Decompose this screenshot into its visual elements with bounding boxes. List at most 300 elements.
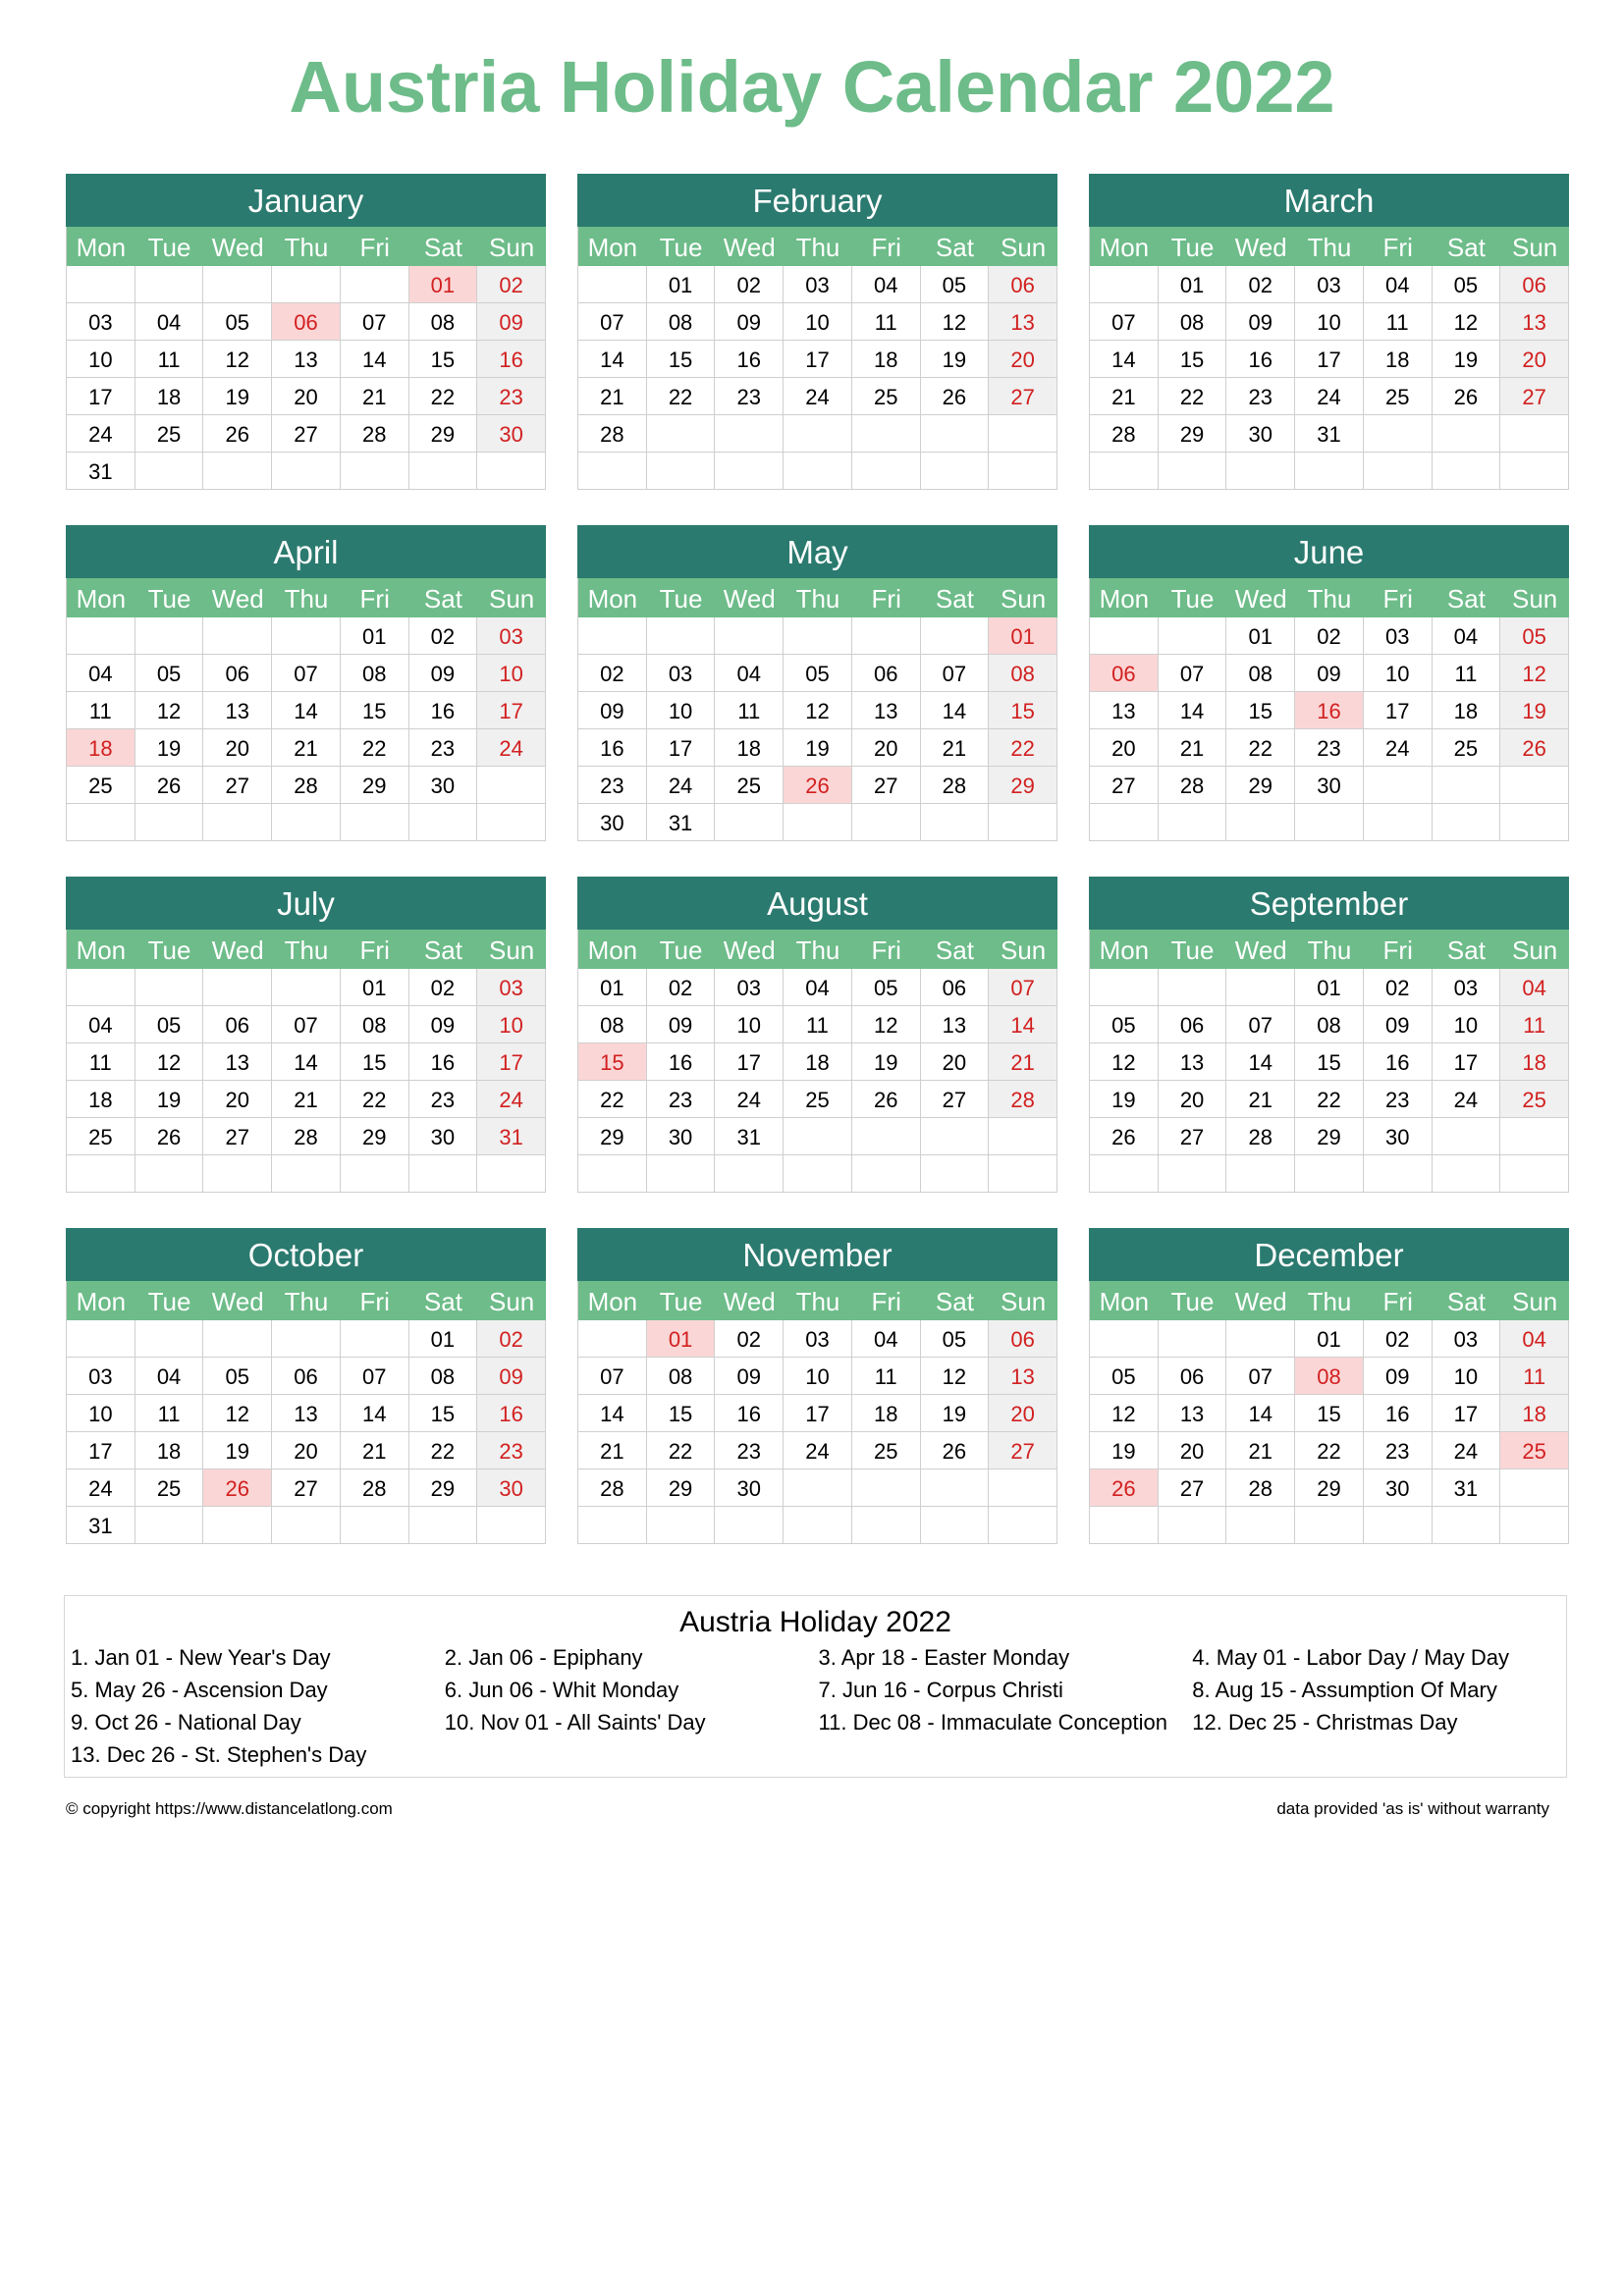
- weekday-header: Mon: [1090, 227, 1159, 266]
- day-cell: 08: [409, 1358, 478, 1395]
- day-cell: 31: [715, 1118, 784, 1155]
- day-cell: 21: [272, 1081, 341, 1118]
- day-cell: 09: [1364, 1358, 1433, 1395]
- day-cell: 28: [272, 1118, 341, 1155]
- holiday-day-cell: 08: [1295, 1358, 1364, 1395]
- day-cell: 05: [1090, 1358, 1159, 1395]
- day-cell: 16: [409, 1043, 478, 1081]
- weekday-header: Mon: [67, 930, 135, 969]
- day-cell: 19: [203, 378, 272, 415]
- day-cell: 10: [784, 1358, 852, 1395]
- weekday-header: Tue: [1159, 1281, 1227, 1320]
- weekday-header: Sat: [409, 227, 478, 266]
- empty-cell: [1159, 1155, 1227, 1193]
- day-cell: 14: [1226, 1395, 1295, 1432]
- day-cell: 26: [1500, 729, 1569, 767]
- weekday-header: Tue: [135, 578, 204, 617]
- weekday-header: Sun: [1500, 1281, 1569, 1320]
- day-cell: 26: [1433, 378, 1501, 415]
- day-cell: 06: [852, 655, 921, 692]
- day-cell: 07: [272, 1006, 341, 1043]
- day-cell: 16: [1364, 1395, 1433, 1432]
- day-cell: 19: [784, 729, 852, 767]
- day-cell: 17: [1295, 341, 1364, 378]
- day-cell: 07: [578, 1358, 647, 1395]
- empty-cell: [1090, 1155, 1159, 1193]
- day-cell: 16: [1226, 341, 1295, 378]
- legend-item: 6. Jun 06 - Whit Monday: [444, 1678, 679, 1702]
- month-grid: [577, 930, 1057, 1193]
- day-cell: 22: [1295, 1081, 1364, 1118]
- day-cell: 06: [989, 266, 1057, 303]
- empty-cell: [1500, 804, 1569, 841]
- day-cell: 21: [341, 1432, 409, 1469]
- weekday-header: Sun: [1500, 930, 1569, 969]
- weekday-header: Mon: [578, 930, 647, 969]
- month-grid: [1089, 227, 1569, 490]
- day-cell: 20: [1090, 729, 1159, 767]
- weekday-header: Fri: [1364, 930, 1433, 969]
- empty-cell: [715, 1155, 784, 1193]
- month-august: [577, 877, 1057, 1193]
- empty-cell: [135, 1320, 204, 1358]
- day-cell: 11: [1500, 1358, 1569, 1395]
- empty-cell: [477, 804, 546, 841]
- day-cell: 23: [409, 1081, 478, 1118]
- day-cell: 18: [852, 341, 921, 378]
- day-cell: 12: [1090, 1043, 1159, 1081]
- empty-cell: [272, 804, 341, 841]
- empty-cell: [1090, 266, 1159, 303]
- empty-cell: [852, 804, 921, 841]
- day-cell: 02: [477, 266, 546, 303]
- day-cell: 18: [1433, 692, 1501, 729]
- month-name: May: [577, 525, 1057, 578]
- day-cell: 11: [715, 692, 784, 729]
- empty-cell: [341, 804, 409, 841]
- day-cell: 19: [852, 1043, 921, 1081]
- day-cell: 02: [715, 266, 784, 303]
- day-cell: 08: [341, 655, 409, 692]
- day-cell: 28: [1226, 1118, 1295, 1155]
- day-cell: 02: [647, 969, 716, 1006]
- day-cell: 02: [1364, 1320, 1433, 1358]
- day-cell: 19: [135, 729, 204, 767]
- day-cell: 05: [203, 303, 272, 341]
- day-cell: 09: [1226, 303, 1295, 341]
- day-cell: 23: [1295, 729, 1364, 767]
- empty-cell: [1364, 767, 1433, 804]
- day-cell: 03: [67, 1358, 135, 1395]
- day-cell: 06: [921, 969, 990, 1006]
- weekday-header: Thu: [1295, 227, 1364, 266]
- weekday-header: Fri: [341, 578, 409, 617]
- empty-cell: [1090, 453, 1159, 490]
- empty-cell: [715, 804, 784, 841]
- day-cell: 01: [1295, 969, 1364, 1006]
- empty-cell: [1364, 415, 1433, 453]
- weekday-header: Mon: [67, 1281, 135, 1320]
- day-cell: 13: [203, 692, 272, 729]
- day-cell: 27: [1090, 767, 1159, 804]
- day-cell: 26: [203, 415, 272, 453]
- month-january: [66, 174, 546, 490]
- day-cell: 21: [1159, 729, 1227, 767]
- day-cell: 25: [135, 1469, 204, 1507]
- day-cell: 07: [921, 655, 990, 692]
- day-cell: 13: [1500, 303, 1569, 341]
- weekday-header: Thu: [784, 1281, 852, 1320]
- day-cell: 21: [921, 729, 990, 767]
- weekday-header: Tue: [647, 578, 716, 617]
- day-cell: 30: [715, 1469, 784, 1507]
- day-cell: 01: [1295, 1320, 1364, 1358]
- empty-cell: [578, 1155, 647, 1193]
- day-cell: 02: [477, 1320, 546, 1358]
- empty-cell: [784, 804, 852, 841]
- day-cell: 04: [852, 266, 921, 303]
- weekday-header: Tue: [647, 1281, 716, 1320]
- day-cell: 17: [1433, 1043, 1501, 1081]
- day-cell: 05: [921, 266, 990, 303]
- day-cell: 28: [341, 1469, 409, 1507]
- empty-cell: [852, 453, 921, 490]
- month-name: November: [577, 1228, 1057, 1281]
- day-cell: 01: [578, 969, 647, 1006]
- day-cell: 01: [1159, 266, 1227, 303]
- weekday-header: Fri: [852, 578, 921, 617]
- month-september: [1089, 877, 1569, 1193]
- weekday-header: Fri: [341, 227, 409, 266]
- empty-cell: [1295, 1155, 1364, 1193]
- weekday-header: Sun: [1500, 578, 1569, 617]
- day-cell: 15: [341, 1043, 409, 1081]
- day-cell: 13: [272, 1395, 341, 1432]
- day-cell: 07: [989, 969, 1057, 1006]
- day-cell: 05: [135, 655, 204, 692]
- empty-cell: [1090, 969, 1159, 1006]
- empty-cell: [1295, 804, 1364, 841]
- weekday-header: Sun: [989, 578, 1057, 617]
- legend-item: 13. Dec 26 - St. Stephen's Day: [71, 1742, 367, 1767]
- copyright-text: © copyright https://www.distancelatlong.com: [66, 1799, 393, 1818]
- empty-cell: [272, 617, 341, 655]
- day-cell: 07: [1226, 1006, 1295, 1043]
- day-cell: 30: [409, 767, 478, 804]
- day-cell: 28: [1159, 767, 1227, 804]
- day-cell: 05: [1433, 266, 1501, 303]
- day-cell: 29: [1226, 767, 1295, 804]
- month-name: July: [66, 877, 546, 930]
- empty-cell: [852, 1155, 921, 1193]
- day-cell: 05: [1500, 617, 1569, 655]
- day-cell: 23: [1364, 1081, 1433, 1118]
- day-cell: 16: [477, 1395, 546, 1432]
- weekday-header: Sat: [921, 578, 990, 617]
- empty-cell: [272, 453, 341, 490]
- day-cell: 03: [67, 303, 135, 341]
- day-cell: 07: [341, 303, 409, 341]
- day-cell: 03: [1433, 1320, 1501, 1358]
- empty-cell: [1500, 415, 1569, 453]
- month-grid: [577, 1281, 1057, 1544]
- day-cell: 08: [647, 303, 716, 341]
- empty-cell: [921, 1155, 990, 1193]
- weekday-header: Sat: [1433, 578, 1501, 617]
- weekday-header: Fri: [852, 1281, 921, 1320]
- day-cell: 05: [135, 1006, 204, 1043]
- day-cell: 31: [1433, 1469, 1501, 1507]
- weekday-header: Sun: [989, 227, 1057, 266]
- day-cell: 01: [341, 617, 409, 655]
- day-cell: 07: [1226, 1358, 1295, 1395]
- day-cell: 19: [1090, 1432, 1159, 1469]
- day-cell: 05: [784, 655, 852, 692]
- day-cell: 22: [578, 1081, 647, 1118]
- empty-cell: [784, 453, 852, 490]
- day-cell: 16: [1364, 1043, 1433, 1081]
- day-cell: 07: [272, 655, 341, 692]
- day-cell: 18: [1500, 1043, 1569, 1081]
- day-cell: 29: [341, 1118, 409, 1155]
- month-grid: [1089, 1281, 1569, 1544]
- day-cell: 10: [477, 1006, 546, 1043]
- empty-cell: [784, 1155, 852, 1193]
- day-cell: 27: [203, 767, 272, 804]
- weekday-header: Fri: [852, 227, 921, 266]
- day-cell: 06: [989, 1320, 1057, 1358]
- weekday-header: Sun: [477, 578, 546, 617]
- empty-cell: [1364, 453, 1433, 490]
- empty-cell: [341, 1507, 409, 1544]
- day-cell: 17: [67, 378, 135, 415]
- weekday-header: Sat: [1433, 930, 1501, 969]
- day-cell: 01: [1226, 617, 1295, 655]
- weekday-header: Fri: [852, 930, 921, 969]
- weekday-header: Mon: [578, 1281, 647, 1320]
- day-cell: 26: [135, 1118, 204, 1155]
- empty-cell: [341, 266, 409, 303]
- empty-cell: [203, 1320, 272, 1358]
- day-cell: 21: [578, 1432, 647, 1469]
- day-cell: 24: [1433, 1432, 1501, 1469]
- day-cell: 07: [341, 1358, 409, 1395]
- empty-cell: [647, 617, 716, 655]
- legend-title: Austria Holiday 2022: [679, 1606, 951, 1638]
- holiday-day-cell: 01: [647, 1320, 716, 1358]
- day-cell: 19: [1500, 692, 1569, 729]
- empty-cell: [1159, 1320, 1227, 1358]
- day-cell: 23: [477, 1432, 546, 1469]
- empty-cell: [409, 804, 478, 841]
- empty-cell: [715, 453, 784, 490]
- day-cell: 25: [1433, 729, 1501, 767]
- day-cell: 30: [1364, 1469, 1433, 1507]
- day-cell: 31: [1295, 415, 1364, 453]
- legend-item: 2. Jan 06 - Epiphany: [444, 1645, 643, 1670]
- weekday-header: Sun: [989, 930, 1057, 969]
- weekday-header: Tue: [1159, 227, 1227, 266]
- day-cell: 15: [1226, 692, 1295, 729]
- day-cell: 06: [1500, 266, 1569, 303]
- month-grid: [66, 578, 546, 841]
- day-cell: 28: [272, 767, 341, 804]
- day-cell: 24: [1433, 1081, 1501, 1118]
- day-cell: 28: [341, 415, 409, 453]
- day-cell: 07: [1159, 655, 1227, 692]
- weekday-header: Tue: [135, 1281, 204, 1320]
- empty-cell: [784, 1469, 852, 1507]
- day-cell: 06: [272, 1358, 341, 1395]
- day-cell: 09: [715, 303, 784, 341]
- day-cell: 09: [647, 1006, 716, 1043]
- legend-item: 4. May 01 - Labor Day / May Day: [1192, 1645, 1510, 1670]
- day-cell: 18: [1500, 1395, 1569, 1432]
- day-cell: 15: [989, 692, 1057, 729]
- weekday-header: Fri: [341, 1281, 409, 1320]
- day-cell: 04: [135, 1358, 204, 1395]
- day-cell: 28: [921, 767, 990, 804]
- day-cell: 18: [135, 1432, 204, 1469]
- empty-cell: [784, 1507, 852, 1544]
- empty-cell: [1433, 804, 1501, 841]
- day-cell: 25: [715, 767, 784, 804]
- day-cell: 16: [578, 729, 647, 767]
- day-cell: 03: [784, 266, 852, 303]
- day-cell: 22: [341, 729, 409, 767]
- day-cell: 24: [784, 378, 852, 415]
- day-cell: 08: [341, 1006, 409, 1043]
- day-cell: 16: [409, 692, 478, 729]
- day-cell: 18: [67, 1081, 135, 1118]
- day-cell: 23: [578, 767, 647, 804]
- weekday-header: Tue: [1159, 578, 1227, 617]
- weekday-header: Sat: [921, 930, 990, 969]
- day-cell: 17: [1364, 692, 1433, 729]
- day-cell: 02: [1295, 617, 1364, 655]
- day-cell: 03: [477, 969, 546, 1006]
- day-cell: 13: [989, 303, 1057, 341]
- day-cell: 21: [1226, 1432, 1295, 1469]
- weekday-header: Wed: [1226, 1281, 1295, 1320]
- empty-cell: [1226, 1507, 1295, 1544]
- day-cell: 14: [1226, 1043, 1295, 1081]
- holiday-day-cell: 01: [409, 266, 478, 303]
- weekday-header: Tue: [1159, 930, 1227, 969]
- day-cell: 09: [477, 1358, 546, 1395]
- weekday-header: Fri: [341, 930, 409, 969]
- day-cell: 14: [1159, 692, 1227, 729]
- empty-cell: [921, 1118, 990, 1155]
- empty-cell: [1433, 1507, 1501, 1544]
- empty-cell: [921, 804, 990, 841]
- weekday-header: Thu: [272, 1281, 341, 1320]
- empty-cell: [67, 617, 135, 655]
- empty-cell: [1500, 1155, 1569, 1193]
- day-cell: 03: [1295, 266, 1364, 303]
- day-cell: 02: [1364, 969, 1433, 1006]
- day-cell: 05: [1090, 1006, 1159, 1043]
- weekday-header: Sun: [477, 227, 546, 266]
- weekday-header: Fri: [1364, 1281, 1433, 1320]
- day-cell: 31: [477, 1118, 546, 1155]
- month-name: October: [66, 1228, 546, 1281]
- empty-cell: [578, 617, 647, 655]
- month-grid: [1089, 578, 1569, 841]
- empty-cell: [1090, 1320, 1159, 1358]
- day-cell: 09: [1295, 655, 1364, 692]
- legend-item: 9. Oct 26 - National Day: [71, 1710, 301, 1735]
- weekday-header: Mon: [67, 227, 135, 266]
- weekday-header: Sun: [1500, 227, 1569, 266]
- day-cell: 23: [647, 1081, 716, 1118]
- day-cell: 11: [1500, 1006, 1569, 1043]
- day-cell: 11: [67, 692, 135, 729]
- day-cell: 12: [1433, 303, 1501, 341]
- weekday-header: Wed: [203, 578, 272, 617]
- weekday-header: Sun: [989, 1281, 1057, 1320]
- empty-cell: [1364, 1155, 1433, 1193]
- weekday-header: Thu: [272, 930, 341, 969]
- day-cell: 08: [989, 655, 1057, 692]
- weekday-header: Mon: [1090, 930, 1159, 969]
- legend-item: 1. Jan 01 - New Year's Day: [71, 1645, 331, 1670]
- empty-cell: [203, 453, 272, 490]
- day-cell: 08: [647, 1358, 716, 1395]
- day-cell: 14: [578, 1395, 647, 1432]
- empty-cell: [1295, 453, 1364, 490]
- day-cell: 22: [409, 378, 478, 415]
- day-cell: 13: [1090, 692, 1159, 729]
- day-cell: 22: [1295, 1432, 1364, 1469]
- empty-cell: [578, 1320, 647, 1358]
- day-cell: 29: [989, 767, 1057, 804]
- day-cell: 15: [409, 341, 478, 378]
- day-cell: 26: [921, 1432, 990, 1469]
- day-cell: 24: [477, 1081, 546, 1118]
- day-cell: 21: [1090, 378, 1159, 415]
- month-february: [577, 174, 1057, 490]
- day-cell: 12: [135, 692, 204, 729]
- weekday-header: Tue: [647, 930, 716, 969]
- day-cell: 20: [203, 1081, 272, 1118]
- day-cell: 18: [1364, 341, 1433, 378]
- empty-cell: [1433, 767, 1501, 804]
- empty-cell: [1500, 1118, 1569, 1155]
- month-grid: [577, 578, 1057, 841]
- empty-cell: [272, 1507, 341, 1544]
- weekday-header: Sat: [921, 1281, 990, 1320]
- day-cell: 15: [409, 1395, 478, 1432]
- day-cell: 03: [647, 655, 716, 692]
- empty-cell: [989, 1155, 1057, 1193]
- day-cell: 11: [135, 1395, 204, 1432]
- empty-cell: [341, 453, 409, 490]
- day-cell: 01: [409, 1320, 478, 1358]
- day-cell: 19: [1433, 341, 1501, 378]
- legend-list: [65, 1641, 1566, 1771]
- day-cell: 28: [578, 1469, 647, 1507]
- day-cell: 18: [715, 729, 784, 767]
- month-grid: [577, 227, 1057, 490]
- empty-cell: [1226, 1320, 1295, 1358]
- day-cell: 10: [647, 692, 716, 729]
- empty-cell: [852, 617, 921, 655]
- day-cell: 02: [409, 617, 478, 655]
- empty-cell: [647, 1507, 716, 1544]
- day-cell: 26: [1090, 1118, 1159, 1155]
- holiday-legend: [64, 1595, 1567, 1778]
